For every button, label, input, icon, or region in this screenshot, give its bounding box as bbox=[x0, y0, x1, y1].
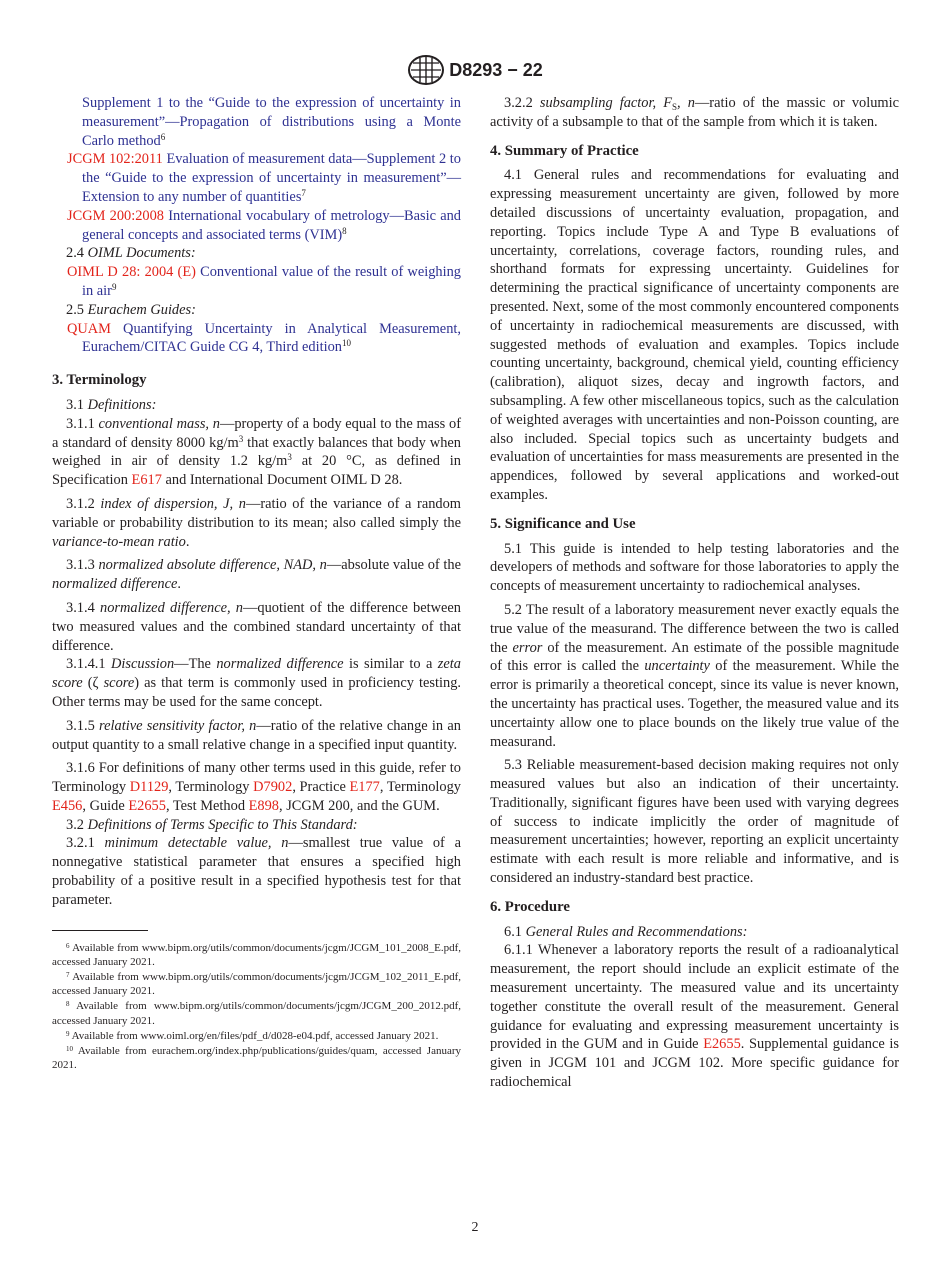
footnote bbox=[52, 941, 461, 969]
para-text: (ζ bbox=[82, 675, 104, 692]
para-3-1 bbox=[52, 396, 461, 415]
para-text: , Terminology bbox=[379, 779, 461, 796]
footnote-text: Available from www.oiml.org/en/files/pdf_d/d028-e04.pdf, accessed January 2021. bbox=[71, 1029, 439, 1042]
para-text: . bbox=[177, 576, 181, 593]
para-text: . bbox=[185, 533, 190, 550]
para-6-1-1 bbox=[490, 941, 899, 1091]
para-text: at 20 °C, as defined in Specification bbox=[52, 453, 461, 489]
footnote bbox=[52, 1044, 461, 1072]
para-text: This guide is intended to help testing laboratories and the developers of methods and software for those laboratories to apply the concepts of measurement uncertainty to radiochemical analyses. bbox=[490, 540, 899, 595]
footnote-number: 7 bbox=[66, 971, 70, 980]
para-3-1-4 bbox=[52, 599, 461, 655]
para-text: For definitions of many other terms used in this guide, refer to Terminology bbox=[52, 760, 461, 796]
para-text: —The bbox=[174, 656, 217, 673]
page-header bbox=[0, 52, 950, 88]
reference-title-link[interactable]: International vocabulary of metrology—Basic and general concepts and associated terms (VIM) bbox=[82, 207, 461, 243]
para-number: 3.1.4 bbox=[66, 599, 95, 616]
reference-title-link[interactable]: Supplement 1 to the “Guide to the expression of uncertainty in measurement”—Propagation of distributions using a Monte Carlo method bbox=[82, 95, 461, 149]
subscript: S bbox=[671, 102, 677, 112]
footnote bbox=[52, 1029, 461, 1043]
reference-code[interactable]: JCGM 200:2008 bbox=[67, 207, 165, 224]
section-number: 2.4 bbox=[66, 245, 84, 262]
reference-title-link[interactable]: Quantifying Uncertainty in Analytical Measurement, Eurachem/CITAC Guide CG 4, Third edition bbox=[82, 320, 461, 356]
defined-term: Discussion bbox=[111, 656, 175, 673]
para-4-1 bbox=[490, 166, 899, 504]
emphasis: normalized difference bbox=[52, 576, 178, 593]
para-5-3 bbox=[490, 756, 899, 888]
para-text: —ratio of the relative change in an output quantity to a small relative change in a specified input quantity. bbox=[52, 717, 461, 753]
standard-link-d7902[interactable]: D7902 bbox=[253, 779, 293, 796]
footnote-text: Available from eurachem.org/index.php/publications/guides/quam, accessed January 2021. bbox=[52, 1045, 461, 1072]
defined-term: normalized absolute difference, NAD, n bbox=[98, 557, 327, 574]
heading-summary-of-practice: 4. Summary of Practice bbox=[490, 142, 639, 159]
section-label: Eurachem Guides: bbox=[87, 301, 196, 318]
heading-terminology: 3. Terminology bbox=[52, 372, 147, 389]
section-2-4 bbox=[52, 244, 461, 263]
para-text: —property of a body equal to the mass of a standard of density 8000 kg/m bbox=[52, 415, 461, 451]
emphasis: score bbox=[103, 675, 135, 692]
reference-jcgm-200 bbox=[52, 207, 461, 245]
para-text: —quotient of the difference between two measured values and the combined standard uncertainty of that difference. bbox=[52, 599, 461, 654]
footnote-marker[interactable]: 7 bbox=[301, 187, 306, 198]
superscript: 3 bbox=[287, 452, 292, 463]
standard-link-e617[interactable]: E617 bbox=[131, 472, 162, 489]
para-3-2 bbox=[52, 816, 461, 835]
para-text: of the measurement. While the error is primarily a theoretical concept, since its value is never known, the uncertainty has practical uses. Together, the measured value and its uncertainty allow one to place bounds on the likely true value of the measurand. bbox=[490, 658, 900, 750]
footnotes bbox=[52, 941, 461, 1073]
astm-logo-icon bbox=[407, 54, 445, 86]
para-number: 3.2.1 bbox=[66, 835, 95, 852]
para-number: 6.1 bbox=[504, 923, 522, 940]
para-6-1 bbox=[490, 923, 899, 942]
para-3-2-1 bbox=[52, 834, 461, 909]
footnote-number: 8 bbox=[66, 1000, 70, 1009]
para-text: , Terminology bbox=[168, 779, 254, 796]
defined-term: index of dispersion, J, n bbox=[100, 495, 246, 512]
para-number: 6.1.1 bbox=[504, 942, 533, 959]
reference-code[interactable]: QUAM bbox=[67, 320, 111, 337]
para-text: ) as that term is commonly used in proficiency testing. Other terms may be used for the same concept. bbox=[52, 675, 461, 710]
para-text: , Test Method bbox=[165, 797, 249, 814]
defined-term: normalized difference, n bbox=[100, 599, 243, 616]
footnote-number: 10 bbox=[66, 1045, 73, 1054]
para-3-1-4-1 bbox=[52, 655, 461, 711]
footnote-number: 9 bbox=[66, 1029, 70, 1038]
emphasis: variance-to-mean ratio bbox=[52, 533, 186, 550]
reference-code[interactable]: JCGM 102:2011 bbox=[67, 151, 163, 168]
footnote-text: Available from www.bipm.org/utils/common/documents/jcgm/JCGM_200_2012.pdf, accessed January 2021. bbox=[52, 1000, 461, 1027]
reference-title-link[interactable]: Evaluation of measurement data—Supplement 2 to the “Guide to the expression of uncertainty in measurement”—Extension to any number of quantities bbox=[82, 151, 461, 205]
para-text: —absolute value of the bbox=[326, 557, 461, 574]
superscript: 3 bbox=[238, 433, 244, 444]
defined-term: relative sensitivity factor, n bbox=[99, 717, 257, 734]
section-label: OIML Documents: bbox=[87, 245, 196, 262]
footnote-marker[interactable]: 6 bbox=[160, 131, 166, 142]
para-text: , Practice bbox=[292, 779, 350, 796]
para-label: Definitions: bbox=[87, 396, 157, 413]
section-2-5 bbox=[52, 301, 461, 320]
para-5-2 bbox=[490, 601, 899, 751]
para-3-2-2 bbox=[490, 94, 899, 132]
para-text: —ratio of the variance of a random variable or probability distribution to its mean; also called simply the bbox=[52, 495, 461, 531]
para-text: —smallest true value of a nonnegative statistical parameter that ensures a specified high probability of a positive result in a specified hypothesis test for that parameter. bbox=[52, 835, 461, 908]
emphasis: normalized difference bbox=[216, 656, 344, 673]
footnote bbox=[52, 999, 461, 1027]
para-number: 3.2.2 bbox=[504, 95, 533, 111]
para-text: , JCGM 200, and the GUM. bbox=[279, 797, 440, 814]
para-label: General Rules and Recommendations: bbox=[525, 923, 748, 940]
footnote-number: 6 bbox=[66, 941, 70, 950]
para-text: is similar to a bbox=[343, 656, 438, 673]
para-number: 3.1.4.1 bbox=[66, 656, 106, 673]
standard-link-e2655[interactable]: E2655 bbox=[128, 797, 166, 814]
para-number: 3.2 bbox=[66, 816, 84, 833]
footnote-marker[interactable]: 10 bbox=[341, 338, 351, 349]
emphasis: zeta score bbox=[52, 656, 461, 692]
para-number: 3.1.6 bbox=[66, 760, 95, 777]
standard-link-e177[interactable]: E177 bbox=[349, 779, 380, 796]
page-number: 2 bbox=[471, 1220, 479, 1235]
para-number: 3.1.2 bbox=[66, 495, 95, 512]
emphasis: uncertainty bbox=[644, 658, 710, 675]
para-text: that exactly balances that body when weighed in air of density 1.2 kg/m bbox=[52, 434, 461, 470]
reference-oiml-d28 bbox=[52, 263, 461, 301]
para-3-1-5 bbox=[52, 717, 461, 755]
left-column bbox=[52, 94, 461, 1074]
para-number: 4.1 bbox=[504, 167, 522, 184]
standard-link-d1129[interactable]: D1129 bbox=[129, 779, 169, 796]
footnote-divider bbox=[52, 930, 148, 931]
standard-link-e2655[interactable]: E2655 bbox=[703, 1036, 741, 1053]
reference-quam bbox=[52, 320, 461, 358]
document-id: D8293 − 22 bbox=[449, 59, 543, 80]
defined-term: minimum detectable value, n bbox=[104, 835, 289, 852]
para-text: —ratio of the massic or volumic activity of a subsample to that of the sample from which it is taken. bbox=[490, 95, 899, 130]
para-5-1 bbox=[490, 540, 899, 596]
para-text: and International Document OIML D 28. bbox=[161, 472, 403, 489]
para-text: Whenever a laboratory reports the result of a radioanalytical measurement, the report should include an explicit estimate of the measurement uncertainty. The measured value and its uncertainty together constitute the overall result of the measurement. General guidance for evaluating and expressing measurement uncertainty is provided in the GUM and in Guide bbox=[490, 942, 899, 1053]
reference-jcgm-101 bbox=[52, 94, 461, 150]
para-number: 3.1 bbox=[66, 396, 84, 413]
heading-significance-and-use: 5. Significance and Use bbox=[490, 515, 636, 532]
para-number: 3.1.1 bbox=[66, 415, 95, 432]
para-text: Reliable measurement-based decision making requires not only measured values but also an indication of their uncertainty. Traditionally, significant figures have been used with varying degrees of success to indicate implicitly the order of magnitude of measurement uncertainties; however, reporting an explicit uncertainty estimate with each result is more reliable and informative, and is considered an industry-standard best practice. bbox=[490, 757, 899, 887]
para-number: 5.2 bbox=[504, 601, 522, 618]
section-number: 2.5 bbox=[66, 301, 84, 318]
para-number: 3.1.5 bbox=[66, 717, 95, 734]
defined-term-suffix: , n bbox=[677, 95, 695, 111]
footnote-text: Available from www.bipm.org/utils/common/documents/jcgm/JCGM_101_2008_E.pdf, accessed January 2021. bbox=[52, 941, 461, 968]
para-3-1-2 bbox=[52, 495, 461, 551]
footnote-text: Available from www.bipm.org/utils/common/documents/jcgm/JCGM_102_2011_E.pdf, accessed January 2021. bbox=[52, 971, 461, 998]
para-3-1-6 bbox=[52, 759, 461, 815]
para-number: 5.3 bbox=[504, 757, 522, 774]
standard-link-e456[interactable]: E456 bbox=[52, 797, 83, 814]
defined-term: conventional mass, n bbox=[98, 415, 220, 432]
para-text: General rules and recommendations for evaluating and expressing measurement uncertainty are given, followed by more detailed discussions of uncertainty evaluation, propagation, and reporting. Topics include Type A and Type B evaluations of uncertainty, correlations, coverage factors, rounding rules, and shorthand formats for expressing uncertainty. Guidelines for determining the practical significance of uncertainty components are presented. Next, some of the most commonly encountered components of uncertainty in radiochemical measurements are discussed, with suggested methods of evaluation and examples. Topics include counting uncertainty, background, chemical yield, counting efficiency (calibration), aliquot sizes, decay and ingrowth factors, and subsampling. A few other miscellaneous topics, such as the calculation of weighted averages with uncertainties and non-Poisson counting, are also included. Special topics such as uncertainty budgets and evaluation of uncertainties for mass measurements are presented in the appendices, followed by several applications and worked-out examples. bbox=[490, 167, 899, 503]
right-column bbox=[490, 94, 899, 1092]
standard-link-e898[interactable]: E898 bbox=[248, 797, 279, 814]
para-number: 5.1 bbox=[504, 540, 522, 557]
reference-jcgm-102 bbox=[52, 150, 461, 206]
reference-title-link[interactable]: Conventional value of the result of weighing in air bbox=[82, 264, 461, 299]
reference-code[interactable]: OIML D 28: 2004 (E) bbox=[67, 264, 196, 281]
footnote-marker[interactable]: 8 bbox=[342, 225, 347, 236]
para-text: , Guide bbox=[82, 797, 129, 814]
emphasis: error bbox=[512, 639, 543, 656]
defined-term: subsampling factor, F bbox=[539, 95, 672, 111]
heading-procedure: 6. Procedure bbox=[490, 898, 570, 915]
para-3-1-3 bbox=[52, 556, 461, 594]
para-text: . Supplemental guidance is given in JCGM 101 and JCGM 102. More specific guidance for radiochemical bbox=[490, 1036, 899, 1091]
para-text: The result of a laboratory measurement never exactly equals the true value of the measurand. The difference between the two is called the bbox=[490, 601, 899, 656]
para-label: Definitions of Terms Specific to This Standard: bbox=[87, 816, 358, 833]
footnote-marker[interactable]: 9 bbox=[111, 281, 117, 292]
para-number: 3.1.3 bbox=[66, 557, 95, 574]
footnote bbox=[52, 970, 461, 998]
para-3-1-1 bbox=[52, 415, 461, 490]
para-text: of the measurement. An estimate of the possible magnitude of this error is called the bbox=[490, 639, 899, 675]
